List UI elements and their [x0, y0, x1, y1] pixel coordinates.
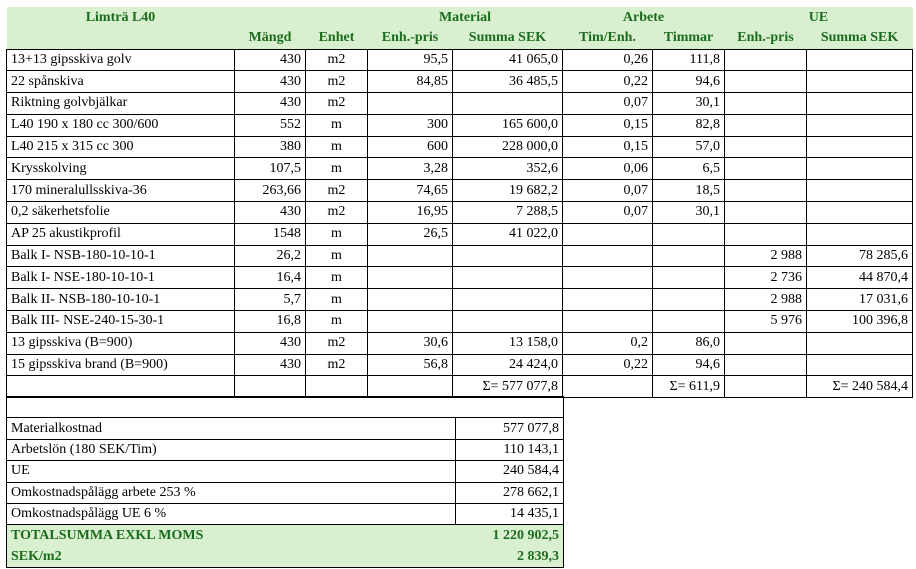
- table-cell: 26,2: [235, 245, 306, 267]
- table-row: [7, 93, 913, 115]
- table-cell: m2: [306, 202, 368, 224]
- table-cell: 13+13 gipsskiva golv: [7, 49, 235, 71]
- table-cell: [807, 114, 913, 136]
- table-cell: [725, 354, 807, 376]
- summary-value: 577 077,8: [456, 418, 564, 439]
- summary-row: [7, 439, 564, 460]
- table-cell: 30,1: [653, 202, 725, 224]
- table-cell: [563, 289, 653, 311]
- table-row: [7, 311, 913, 333]
- table-cell: 3,28: [368, 158, 453, 180]
- table-row: [7, 332, 913, 354]
- table-cell: [653, 267, 725, 289]
- table-cell: Riktning golvbjälkar: [7, 93, 235, 115]
- table-cell: [235, 376, 306, 398]
- table-cell: [725, 71, 807, 93]
- table-cell: 30,1: [653, 93, 725, 115]
- table-cell: [453, 93, 563, 115]
- table-title: Limträ L40: [7, 7, 235, 28]
- table-cell: [807, 180, 913, 202]
- table-cell: [725, 180, 807, 202]
- summary-value: 278 662,1: [456, 482, 564, 503]
- table-cell: 30,6: [368, 332, 453, 354]
- table-cell: 5,7: [235, 289, 306, 311]
- col-header: Enh.-pris: [725, 28, 807, 49]
- summary-label: Omkostnadspålägg arbete 253 %: [7, 482, 456, 503]
- table-cell: 0,2: [563, 332, 653, 354]
- table-cell: 430: [235, 93, 306, 115]
- col-header: Enhet: [306, 28, 368, 49]
- table-cell: 56,8: [368, 354, 453, 376]
- header-row-2: [7, 28, 913, 49]
- table-cell: [653, 223, 725, 245]
- table-cell: [368, 93, 453, 115]
- table-cell: Balk I- NSB-180-10-10-1: [7, 245, 235, 267]
- table-cell: 17 031,6: [807, 289, 913, 311]
- per-m2-label: SEK/m2: [7, 546, 456, 567]
- table-cell: [653, 245, 725, 267]
- table-cell: 41 065,0: [453, 49, 563, 71]
- table-cell: 263,66: [235, 180, 306, 202]
- table-cell: m2: [306, 71, 368, 93]
- table-cell: m: [306, 245, 368, 267]
- grand-total-value: 1 220 902,5: [456, 525, 564, 546]
- table-cell: 78 285,6: [807, 245, 913, 267]
- table-cell: m: [306, 267, 368, 289]
- table-cell: 7 288,5: [453, 202, 563, 224]
- table-cell: m: [306, 158, 368, 180]
- table-cell: 1548: [235, 223, 306, 245]
- table-cell: [453, 267, 563, 289]
- table-row: [7, 136, 913, 158]
- table-cell: [807, 332, 913, 354]
- table-cell: [563, 223, 653, 245]
- table-cell: 0,26: [563, 49, 653, 71]
- table-cell: [725, 136, 807, 158]
- table-cell: [368, 311, 453, 333]
- table-cell: 2 988: [725, 245, 807, 267]
- table-cell: 5 976: [725, 311, 807, 333]
- table-cell: [807, 354, 913, 376]
- table-row: [7, 223, 913, 245]
- header-row-1: [7, 7, 913, 28]
- summary-label: Materialkostnad: [7, 418, 456, 439]
- table-row: [7, 49, 913, 71]
- per-m2-row: [7, 546, 564, 567]
- table-cell: 2 736: [725, 267, 807, 289]
- table-cell: m2: [306, 354, 368, 376]
- table-row: [7, 267, 913, 289]
- table-cell: 94,6: [653, 354, 725, 376]
- table-cell: m2: [306, 49, 368, 71]
- table-cell: [7, 376, 235, 398]
- table-cell: 16,8: [235, 311, 306, 333]
- table-cell: 430: [235, 49, 306, 71]
- table-row: [7, 180, 913, 202]
- table-cell: [563, 245, 653, 267]
- summary-row: [7, 482, 564, 503]
- table-cell: [807, 223, 913, 245]
- table-cell: 228 000,0: [453, 136, 563, 158]
- table-cell: [453, 245, 563, 267]
- table-cell: [453, 289, 563, 311]
- cost-table: [6, 7, 913, 398]
- table-cell: [368, 245, 453, 267]
- table-cell: 0,07: [563, 180, 653, 202]
- table-row: [7, 289, 913, 311]
- col-header: Summa SEK: [807, 28, 913, 49]
- table-cell: 300: [368, 114, 453, 136]
- table-cell: [563, 376, 653, 398]
- table-cell: 0,15: [563, 136, 653, 158]
- per-m2-value: 2 839,3: [456, 546, 564, 567]
- table-cell: Balk III- NSE-240-15-30-1: [7, 311, 235, 333]
- table-cell: Σ= 611,9: [653, 376, 725, 398]
- summary-value: 240 584,4: [456, 461, 564, 482]
- table-cell: [368, 376, 453, 398]
- table-cell: 0,22: [563, 71, 653, 93]
- table-row: [7, 71, 913, 93]
- table-cell: [725, 376, 807, 398]
- table-cell: m2: [306, 93, 368, 115]
- table-cell: 2 988: [725, 289, 807, 311]
- material-group-header: Material: [368, 7, 563, 28]
- table-cell: 430: [235, 71, 306, 93]
- table-cell: [453, 311, 563, 333]
- col-header: Enh.-pris: [368, 28, 453, 49]
- table-cell: 74,65: [368, 180, 453, 202]
- table-cell: [725, 93, 807, 115]
- summary-label: Omkostnadspålägg UE 6 %: [7, 503, 456, 524]
- table-cell: 600: [368, 136, 453, 158]
- table-cell: [368, 289, 453, 311]
- table-cell: [725, 49, 807, 71]
- table-cell: 26,5: [368, 223, 453, 245]
- table-cell: 0,06: [563, 158, 653, 180]
- table-cell: 111,8: [653, 49, 725, 71]
- grand-total-label: TOTALSUMMA EXKL MOMS: [7, 525, 456, 546]
- summary-row: [7, 503, 564, 524]
- table-cell: 84,85: [368, 71, 453, 93]
- table-cell: 430: [235, 332, 306, 354]
- table-row: [7, 202, 913, 224]
- summary-row: [7, 461, 564, 482]
- table-cell: 16,95: [368, 202, 453, 224]
- col-header: Timmar: [653, 28, 725, 49]
- summary-spacer-row: [7, 397, 564, 418]
- table-cell: Balk II- NSB-180-10-10-1: [7, 289, 235, 311]
- summary-label: UE: [7, 461, 456, 482]
- table-cell: 36 485,5: [453, 71, 563, 93]
- table-cell: m: [306, 223, 368, 245]
- table-cell: Balk I- NSE-180-10-10-1: [7, 267, 235, 289]
- table-cell: m2: [306, 180, 368, 202]
- table-cell: [563, 267, 653, 289]
- table-cell: 100 396,8: [807, 311, 913, 333]
- table-cell: [368, 267, 453, 289]
- table-cell: [725, 158, 807, 180]
- table-cell: 18,5: [653, 180, 725, 202]
- summary-label: Arbetslön (180 SEK/Tim): [7, 439, 456, 460]
- table-cell: [807, 136, 913, 158]
- table-cell: m: [306, 136, 368, 158]
- table-cell: 16,4: [235, 267, 306, 289]
- table-cell: 13 gipsskiva (B=900): [7, 332, 235, 354]
- table-cell: 94,6: [653, 71, 725, 93]
- table-cell: m: [306, 311, 368, 333]
- table-cell: 95,5: [368, 49, 453, 71]
- table-body: [7, 49, 913, 398]
- table-row: [7, 354, 913, 376]
- table-cell: [807, 202, 913, 224]
- table-row: [7, 158, 913, 180]
- table-cell: [653, 311, 725, 333]
- table-cell: [807, 49, 913, 71]
- summary-row: [7, 418, 564, 439]
- table-cell: 44 870,4: [807, 267, 913, 289]
- table-cell: 0,2 säkerhetsfolie: [7, 202, 235, 224]
- table-cell: 24 424,0: [453, 354, 563, 376]
- table-cell: L40 190 x 180 cc 300/600: [7, 114, 235, 136]
- table-cell: 19 682,2: [453, 180, 563, 202]
- table-cell: [725, 223, 807, 245]
- summary-table: [6, 396, 564, 568]
- table-cell: 107,5: [235, 158, 306, 180]
- summary-value: 110 143,1: [456, 439, 564, 460]
- table-cell: m: [306, 289, 368, 311]
- table-cell: [807, 93, 913, 115]
- col-header: Tim/Enh.: [563, 28, 653, 49]
- table-row: [7, 114, 913, 136]
- table-cell: AP 25 akustikprofil: [7, 223, 235, 245]
- table-cell: 22 spånskiva: [7, 71, 235, 93]
- totals-row: [7, 376, 913, 398]
- table-cell: 0,22: [563, 354, 653, 376]
- table-cell: 165 600,0: [453, 114, 563, 136]
- table-cell: 0,15: [563, 114, 653, 136]
- ue-group-header: UE: [725, 7, 913, 28]
- table-cell: 430: [235, 202, 306, 224]
- table-cell: 86,0: [653, 332, 725, 354]
- table-cell: m2: [306, 332, 368, 354]
- table-cell: 0,07: [563, 93, 653, 115]
- col-header: Mängd: [235, 28, 306, 49]
- table-cell: 0,07: [563, 202, 653, 224]
- table-cell: [653, 289, 725, 311]
- table-cell: 380: [235, 136, 306, 158]
- table-cell: 82,8: [653, 114, 725, 136]
- table-cell: 15 gipsskiva brand (B=900): [7, 354, 235, 376]
- table-cell: 552: [235, 114, 306, 136]
- table-cell: [807, 158, 913, 180]
- table-cell: [563, 311, 653, 333]
- table-cell: Σ= 240 584,4: [807, 376, 913, 398]
- col-header: Summa SEK: [453, 28, 563, 49]
- table-cell: [725, 332, 807, 354]
- table-cell: 352,6: [453, 158, 563, 180]
- table-cell: 430: [235, 354, 306, 376]
- table-cell: [725, 114, 807, 136]
- table-cell: 41 022,0: [453, 223, 563, 245]
- table-cell: m: [306, 114, 368, 136]
- table-cell: 6,5: [653, 158, 725, 180]
- table-row: [7, 245, 913, 267]
- summary-value: 14 435,1: [456, 503, 564, 524]
- summary-body: [7, 418, 564, 525]
- table-cell: L40 215 x 315 cc 300: [7, 136, 235, 158]
- table-cell: 170 mineralullsskiva-36: [7, 180, 235, 202]
- table-cell: 57,0: [653, 136, 725, 158]
- table-cell: [306, 376, 368, 398]
- table-cell: [725, 202, 807, 224]
- grand-total-row: [7, 525, 564, 546]
- arbete-group-header: Arbete: [563, 7, 725, 28]
- table-cell: Σ= 577 077,8: [453, 376, 563, 398]
- table-cell: 13 158,0: [453, 332, 563, 354]
- table-cell: Krysskolving: [7, 158, 235, 180]
- table-cell: [807, 71, 913, 93]
